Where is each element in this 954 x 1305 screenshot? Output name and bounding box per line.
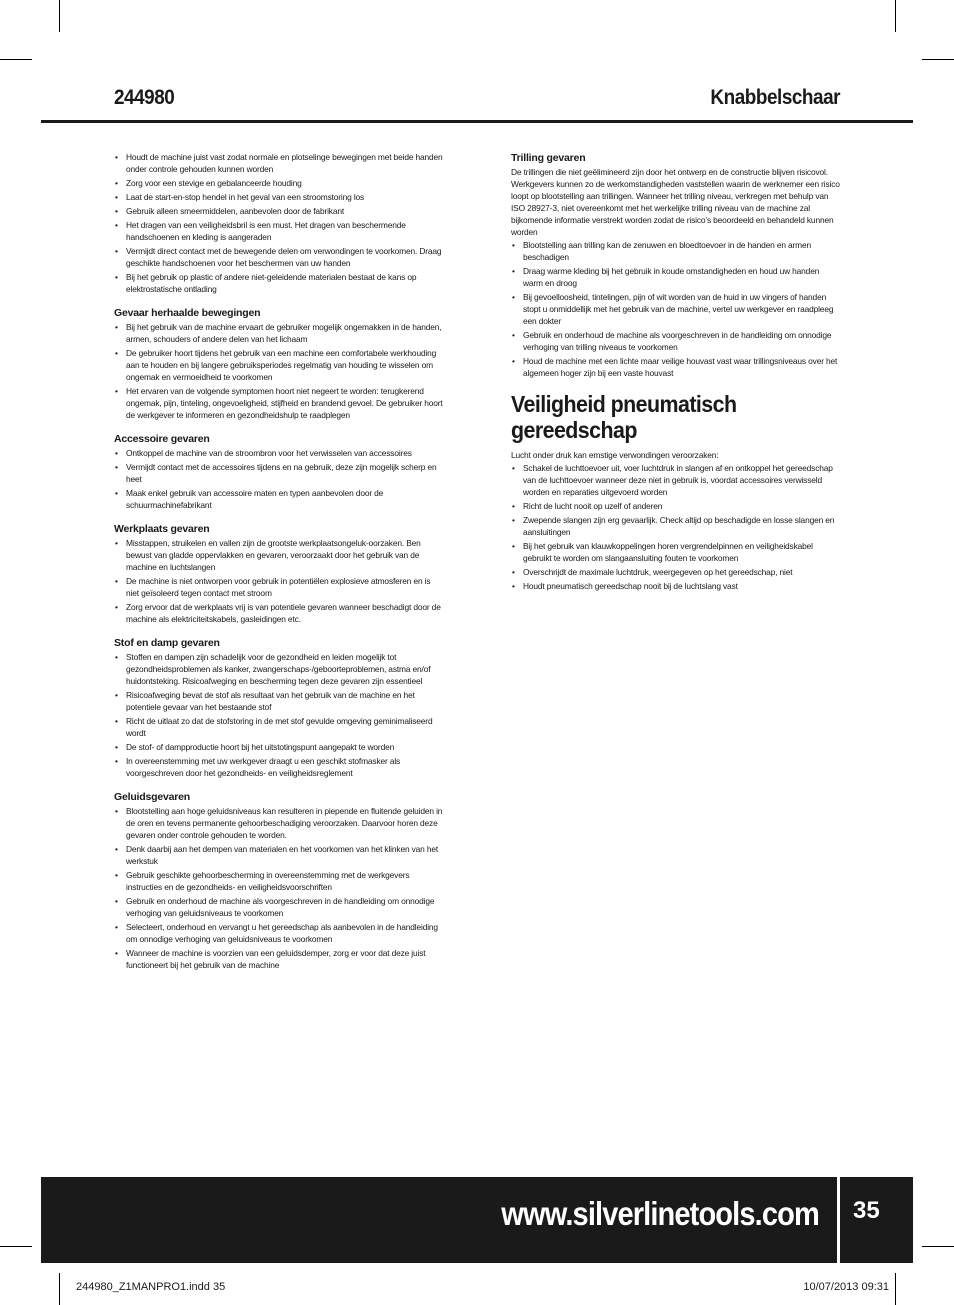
right-column (511, 151, 841, 603)
list-item: • De machine is niet ontworpen voor gebruik in potentiëlen explosieve atmosferen en is niet geïsoleerd tegen contact met stroom (114, 575, 444, 599)
list-item: • Blootstelling aan trilling kan de zenuwen en bloedtoevoer in de handen en armen beschadigen (511, 239, 841, 263)
page-number: 35 (853, 1197, 880, 1224)
list-item: • Bij gevoelloosheid, tintelingen, pijn of wit worden van de huid in uw vingers of handen stopt u onmiddellijk met het gebruik van de machine, vertel uw werkgever en raadpleeg een dokter (511, 291, 841, 327)
model-number: 244980 (114, 86, 175, 109)
footer-bar (41, 1177, 913, 1263)
major-heading: Veiligheid pneumatisch gereedschap (511, 391, 737, 443)
list-item: • Risicoafweging bevat de stof als resultaat van het gebruik van de machine en het potentiele gevaar van het bestaande stof (114, 689, 444, 713)
crop-mark (895, 0, 896, 32)
section-heading: Accessoire gevaren (114, 433, 210, 445)
list-item: • Richt de lucht nooit op uzelf of anderen (511, 500, 841, 512)
section-heading: Geluidsgevaren (114, 791, 190, 803)
header-divider (41, 120, 913, 123)
crop-mark (0, 1246, 32, 1247)
bullet-list (114, 805, 444, 971)
section-heading: Stof en damp gevaren (114, 637, 220, 649)
section-dust-fume-hazards (114, 636, 444, 779)
list-item: • Vermijdt contact met de accessoires tijdens en na gebruik, deze zijn mogelijk scherp en heet (114, 461, 444, 485)
list-item: • Zorg voor een stevige en gebalanceerde houding (114, 177, 444, 189)
intro-section (114, 151, 444, 295)
bullet-list (114, 537, 444, 625)
section-workplace-hazards (114, 522, 444, 625)
section-intro: Lucht onder druk kan emstige verwondingen veroorzaken: (511, 450, 719, 460)
list-item: • Misstappen, struikelen en vallen zijn de grootste werkplaatsongeluk-oorzaken. Ben bewust van gladde oppervlakken en gevaren, veroorzaakt door het gebruik van de machine en luchtslangen (114, 537, 444, 573)
section-heading: Gevaar herhaalde bewegingen (114, 307, 261, 319)
section-heading: Trilling gevaren (511, 152, 586, 164)
list-item: • Gebruik en onderhoud de machine als voorgeschreven in de handleiding om onnodige verhoging van geluidsniveaus te voorkomen (114, 895, 444, 919)
list-item: • Richt de uitlaat zo dat de stofstoring in de met stof gevulde omgeving geminimaliseerd wordt (114, 715, 444, 739)
list-item: • Vermijdt direct contact met de bewegende delen om verwondingen te voorkomen. Draag geschikte handschoenen voor het beschermen van uw handen (114, 245, 444, 269)
section-vibration-hazards (511, 151, 841, 379)
section-accessory-hazards (114, 432, 444, 511)
crop-mark (922, 1246, 954, 1247)
list-item: • Het dragen van een veiligheidsbril is een must. Het dragen van beschermende handschoenen en kleding is aangeraden (114, 219, 444, 243)
list-item: • Blootstelling aan hoge geluidsniveaus kan resulteren in piepende en fluitende geluiden in de oren en tevens permanente gehoorbeschadiging veroorzaken. Daarvoor horen deze gevaren onder controle gehouden te worden. (114, 805, 444, 841)
list-item: • Bij het gebruik op plastic of andere niet-geleidende materialen bestaat de kans op elektrostatische ontlading (114, 271, 444, 295)
list-item: • Selecteert, onderhoud en vervangt u het gereedschap als aanbevolen in de handleiding om onnodige verhoging van geluidsniveaus te voorkomen (114, 921, 444, 945)
list-item: • De stof- of dampproductie hoort bij het uitstotingspunt aangepakt te worden (114, 741, 444, 753)
list-item: • Gebruik alleen smeermiddelen, aanbevolen door de fabrikant (114, 205, 444, 217)
crop-mark (895, 1273, 896, 1305)
list-item: • Maak enkel gebruik van accessoire maten en typen aanbevolen door de schuurmachinefabrikant (114, 487, 444, 511)
bullet-list (114, 447, 444, 511)
list-item: • Overschrijdt de maximale luchtdruk, weergegeven op het gereedschap, niet (511, 566, 841, 578)
list-item: • Laat de start-en-stop hendel in het geval van een stroomstoring los (114, 191, 444, 203)
website-link[interactable]: www.silverlinetools.com (501, 1195, 819, 1232)
bullet-list (114, 321, 444, 421)
section-heading: Werkplaats gevaren (114, 523, 210, 535)
list-item: • Stoffen en dampen zijn schadelijk voor de gezondheid en leiden mogelijk tot gezondheidsproblemen als kanker, zwangerschaps-/geboorteproblemen, astma en/of huidontsteking. Risicoafweging en bescherming tegen deze gevaren zijn essentieel (114, 651, 444, 687)
list-item: • Bij het gebruik van klauwkoppelingen horen vergrendelpinnen en veiligheidskabel gebruikt te worden om slangaansluiting fouten te voorkomen (511, 540, 841, 564)
list-item: • De gebruiker hoort tijdens het gebruik van een machine een comfortabele werkhouding aan te houden en bij langere gebruiksperiodes regelmatig van houding te wisselen om ongemak en vermoeidheid te voorkomen (114, 347, 444, 383)
section-noise-hazards (114, 790, 444, 971)
bullet-list (511, 462, 841, 592)
list-item: • In overeenstemming met uw werkgever draagt u een geschikt stofmasker als voorgeschreven door het gezondheids- en veiligheidsreglement (114, 755, 444, 779)
list-item: • Houdt de machine juist vast zodat normale en plotselinge bewegingen met beide handen onder controle gehouden kunnen worden (114, 151, 444, 175)
list-item: • Gebruik en onderhoud de machine als voorgeschreven in de handleiding om onnodige verhoging van trilling niveaus te voorkomen (511, 329, 841, 353)
left-column (114, 151, 444, 982)
footer-divider (837, 1177, 840, 1263)
list-item: • Wanneer de machine is voorzien van een geluidsdemper, zorg er voor dat deze juist functioneert bij het gebruik van de machine (114, 947, 444, 971)
list-item: • Houd de machine met een lichte maar veilige houvast vast waar trillingsniveaus over het algemeen hoger zijn bij een vaste houvast (511, 355, 841, 379)
crop-mark (922, 59, 954, 60)
section-intro: De trillingen die niet geëlimineerd zijn door het ontwerp en de constructie blijven risicovol. Werkgevers kunnen zo de werkomstandigheden vaststellen waarin de werknemer een risico loopt op blootstelling aan trillingen. Wanneer het trilling niveau, verkregen met behulp van ISO 28927-3, niet overeenkomt met het werkelijke trilling niveau van de machine zal bijkomende informatie verstrekt worden zodat de risico’s beoordeeld en behandeld kunnen worden (511, 167, 840, 237)
date-slug: 10/07/2013 09:31 (803, 1281, 889, 1293)
bullet-list (114, 651, 444, 779)
list-item: • Denk daarbij aan het dempen van materialen en het voorkomen van het klinken van het werkstuk (114, 843, 444, 867)
crop-mark (59, 1273, 60, 1305)
list-item: • Houdt pneumatisch gereedschap nooit bij de luchtslang vast (511, 580, 841, 592)
crop-mark (0, 59, 32, 60)
intro-bullet-list (114, 151, 444, 295)
list-item: • Bij het gebruik van de machine ervaart de gebruiker mogelijk ongemakken in de handen, armen, schouders of andere delen van het lichaam (114, 321, 444, 345)
page-title: Knabbelschaar (710, 86, 840, 109)
list-item: • Gebruik geschikte gehoorbescherming in overeenstemming met de werkgevers instructies en de gezondheids- en veiligheidsvoorschriften (114, 869, 444, 893)
list-item: • Schakel de luchttoevoer uit, voer luchtdruk in slangen af en ontkoppel het gereedschap van de luchttoevoer wanneer deze niet in gebruik is, voordat accessoires verwisseld worden en reparaties uitgevoerd worden (511, 462, 841, 498)
file-slug: 244980_Z1MANPRO1.indd 35 (76, 1281, 226, 1293)
list-item: • Zorg ervoor dat de werkplaats vrij is van potentiele gevaren wanneer beschadigt door de machine als elektriciteitskabels, gasleidingen etc. (114, 601, 444, 625)
section-pneumatic-safety (511, 391, 841, 592)
list-item: • Draag warme kleding bij het gebruik in koude omstandigheden en houd uw handen warm en droog (511, 265, 841, 289)
list-item: • Ontkoppel de machine van de stroombron voor het verwisselen van accessoires (114, 447, 444, 459)
crop-mark (59, 0, 60, 32)
list-item: • Het ervaren van de volgende symptomen hoort niet negeert te worden: terugkerend ongemak, pijn, tinteling, ongevoeligheid, stijfheid en brandend gevoel. De gebruiker hoort de werkgever te informeren en gezondheidshulp te raadplegen (114, 385, 444, 421)
section-repetitive-motion (114, 306, 444, 421)
bullet-list (511, 239, 841, 379)
list-item: • Zwepende slangen zijn erg gevaarlijk. Check altijd op beschadigde en losse slangen en aansluitingen (511, 514, 841, 538)
